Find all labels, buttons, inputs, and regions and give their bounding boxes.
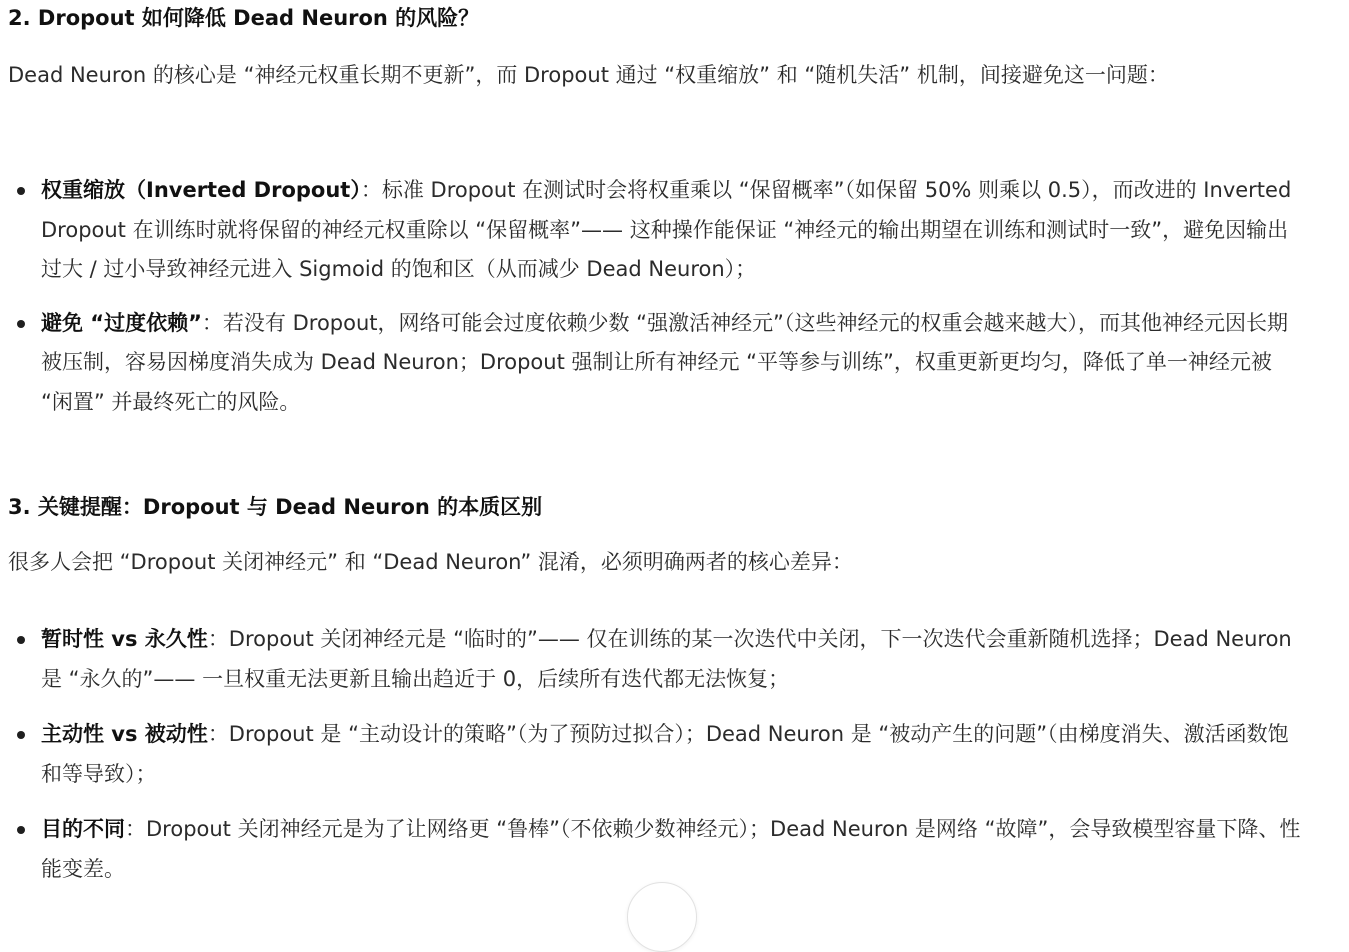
bullet-dot <box>17 636 25 644</box>
section-2-intro: Dead Neuron 的核心是 “神经元权重长期不更新”，而 Dropout 通过 “权重缩放” 和 “随机失活” 机制，间接避免这一问题： <box>8 63 1169 87</box>
section-2-list <box>8 171 1308 422</box>
list-item <box>8 620 1308 699</box>
list-item-term: 主动性 vs 被动性 <box>41 722 208 746</box>
list-item <box>8 304 1308 423</box>
list-item-text: ：Dropout 关闭神经元是 “临时的”—— 仅在训练的某一次迭代中关闭，下一次迭代会重新随机选择；Dead Neuron 是 “永久的”—— 一旦权重无法更新且输出趋近于 0，后续所有迭代都无法恢复； <box>41 627 1292 691</box>
list-item-text: ：Dropout 关闭神经元是为了让网络更 “鲁棒”（不依赖少数神经元）；Dead Neuron 是网络 “故障”，会导致模型容量下降、性能变差。 <box>41 817 1301 881</box>
list-item-text: ：标准 Dropout 在测试时会将权重乘以 “保留概率”（如保留 50% 则乘以 0.5），而改进的 Inverted Dropout 在训练时就将保留的神经元权重除以 “保留概率”—— 这种操作能保证 “神经元的输出期望在训练和测试时一致”，避免因输出过大 / 过小导致神经元进入 Sigmoid 的饱和区（从而减少 Dead Neuron）； <box>41 178 1292 281</box>
list-item-term: 暂时性 vs 永久性 <box>41 627 208 651</box>
section-3-intro: 很多人会把 “Dropout 关闭神经元” 和 “Dead Neuron” 混淆，必须明确两者的核心差异： <box>8 550 853 574</box>
list-item-term: 权重缩放（Inverted Dropout） <box>41 178 361 202</box>
section-3-list <box>8 620 1308 905</box>
list-item <box>8 810 1308 889</box>
bullet-dot <box>17 320 25 328</box>
list-item <box>8 171 1308 290</box>
scroll-to-bottom-button[interactable] <box>627 882 697 952</box>
list-item <box>8 715 1308 794</box>
list-item-term: 避免 “过度依赖” <box>41 310 202 335</box>
bullet-dot <box>17 826 25 834</box>
section-2-heading: 2. Dropout 如何降低 Dead Neuron 的风险？ <box>8 6 480 30</box>
list-item-term: 目的不同 <box>41 817 125 841</box>
bullet-dot <box>17 187 25 195</box>
bullet-dot <box>17 731 25 739</box>
list-item-text: ：Dropout 是 “主动设计的策略”（为了预防过拟合）；Dead Neuron 是 “被动产生的问题”（由梯度消失、激活函数饱和等导致）； <box>41 722 1289 786</box>
section-3-heading: 3. 关键提醒：Dropout 与 Dead Neuron 的本质区别 <box>8 495 543 519</box>
list-item-text: ：若没有 Dropout，网络可能会过度依赖少数 “强激活神经元”（这些神经元的权重会越来越大），而其他神经元因长期被压制，容易因梯度消失成为 Dead Neuron；Dropout 强制让所有神经元 “平等参与训练”，权重更新更均匀，降低了单一神经元被 “闲置” 并最终死亡的风险。 <box>41 310 1288 414</box>
